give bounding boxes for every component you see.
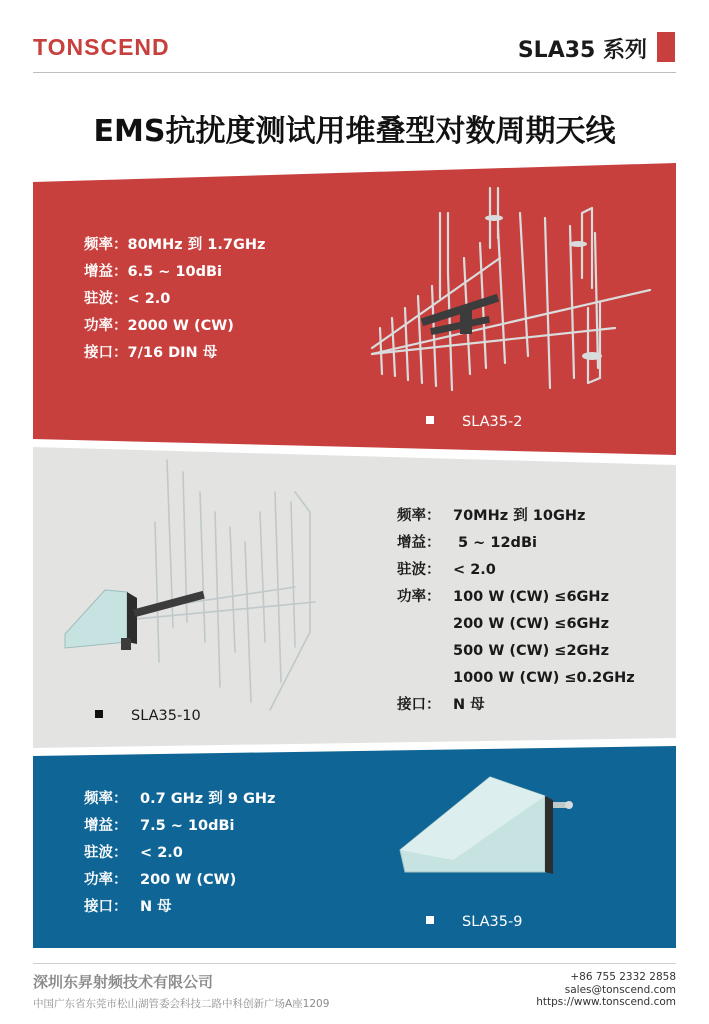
spec-list-sla35-10 [397,503,635,719]
spec-row [397,665,635,692]
spec-value: 7.5 ~ 10dBi [140,818,235,834]
horn-body [65,590,127,648]
spec-row [84,259,265,286]
spec-value: 100 W (CW) ≤6GHz [453,589,610,605]
spec-row [84,340,265,367]
email-link[interactable]: sales@tonscend.com [564,983,676,996]
phone-number: +86 755 2332 2858 [570,971,676,983]
spec-row [84,894,275,921]
spec-label: 增益： [397,535,441,551]
spec-label: 功率： [84,872,128,888]
spec-label: 增益： [84,818,128,834]
spec-value: < 2.0 [140,845,183,861]
spec-value: 200 W (CW) ≤6GHz [453,616,610,632]
spec-row [84,286,265,313]
caption-text: SLA35-2 [462,414,523,430]
spec-value: 80MHz 到 1.7GHz [127,237,266,253]
spec-row [397,611,635,638]
spec-label: 频率： [397,508,441,524]
caption-text: SLA35-9 [462,914,523,930]
antenna-image-sla35-2 [360,178,660,398]
bullet-square-icon [426,916,434,924]
spec-row [84,232,265,259]
spec-row [397,530,635,557]
footer-divider [33,963,676,964]
spec-row [84,813,275,840]
spec-value: < 2.0 [127,291,171,307]
spec-label: 功率： [84,318,128,334]
spec-value: 5 ~ 12dBi [453,535,537,551]
spec-label: 频率： [84,237,128,253]
company-name: 深圳东昇射频技术有限公司 [33,973,214,991]
spec-row [84,786,275,813]
spec-label: 功率： [397,589,441,605]
contact-block [536,971,676,1009]
spec-row [397,692,635,719]
spec-label: 驻波： [84,845,128,861]
brand-logo: TONSCEND [33,34,170,60]
spec-value: 6.5 ~ 10dBi [127,264,223,280]
spec-label: 接口： [397,697,441,713]
antenna-image-sla35-10 [55,452,325,712]
spec-value: 0.7 GHz 到 9 GHz [140,791,276,807]
series-label: SLA35 系列 [517,38,647,63]
spec-list-sla35-2 [84,232,265,367]
spec-row [397,503,635,530]
spec-row [84,840,275,867]
spec-value: N 母 [453,697,485,713]
spec-row [397,557,635,584]
spec-label: 接口： [84,899,128,915]
antenna-image-sla35-9 [395,772,585,882]
product-caption-sla35-10 [95,708,201,724]
page-title: EMS抗扰度测试用堆叠型对数周期天线 [93,114,616,149]
spec-row [84,867,275,894]
spec-label: 驻波： [84,291,128,307]
spec-label: 增益： [84,264,128,280]
spec-value: < 2.0 [453,562,496,578]
product-caption-sla35-2 [426,414,522,430]
website-link[interactable]: https://www.tonscend.com [536,996,676,1008]
spec-value: 70MHz 到 10GHz [453,508,586,524]
spec-label: 频率： [84,791,128,807]
spec-label: 接口： [84,345,128,361]
spec-value: 1000 W (CW) ≤0.2GHz [453,670,635,686]
bullet-square-icon [426,416,434,424]
spec-value: 500 W (CW) ≤2GHz [453,643,610,659]
spec-list-sla35-9 [84,786,275,921]
bullet-square-icon [95,710,103,718]
spec-value: 200 W (CW) [140,872,237,888]
spec-value: 2000 W (CW) [127,318,234,334]
spec-row [84,313,265,340]
spec-row [397,638,635,665]
caption-text: SLA35-10 [131,708,201,724]
spec-value: N 母 [140,899,172,915]
spec-label: 驻波： [397,562,441,578]
product-caption-sla35-9 [426,914,522,930]
spec-value: 7/16 DIN 母 [127,345,218,361]
spec-row [397,584,635,611]
company-address: 中国广东省东莞市松山湖管委会科技二路中科创新广场A座1209 [33,998,330,1010]
